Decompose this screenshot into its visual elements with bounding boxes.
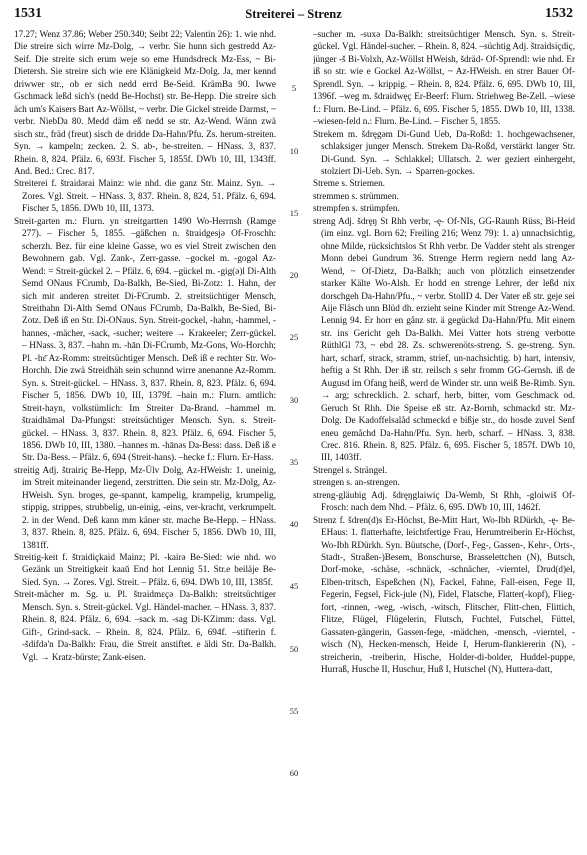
dictionary-entry: Strenz f. šdren(d)s Er-Höchst, Be-Mitt Hart, Wo-Ibh RDürkh, -ę- Be-EHaus: 1. flatterhafte, leichtfertige Frau, Herumtreiberin Er-Höchst, Wo-Ibh RDürkh. Syn. Büutsche, (Dorf-, Feg-, Gassen-, Kehr-, Orts-, Stadt-, Straßen-)Besem, Bonschurse, Brasselettchen (N), Butsch, Dorf-moke, -schäse, -schnäck, -schnächer, -vierntel, Drud(d)el, Elben-tritsch, Espeßchen (N), Fackel, Fahne, Fall-eisen, Fege II, Fegerin, Fegsel, Fick-jule (N), Fidel, Flatsche, Flatter(-kopf), Flieg-fort, -rinnen, -weg, -wisch, -witsch, Flitscher, Flitt-chen, Flittich, Flitze, Flügel, Flügelerin, Flutsch, Fuchtel, Futschel, Füttel, Gassaten-gängerin, Gassen-fege, -mädchen, -mensch, -vierntel, -wisch (N), Hecken-mensch, Heide I, Herum-flankiererin (N), -streicherin, -treiberin, Hische, Holder-di-bolder, Huddel-puppe, Hurraß, Husche II, Huschur, Huß I, Hutschel (N), Huttera-datt, <box>313 514 575 675</box>
entry-text: 17.27; Wenz 37.86; Weber 250.340; Seibt 22; Valentin 26): 1. wie nhd. Die streire sich wirre Mz-Dolg, → verbr. Sie hunn sich gestredd Az-Seif. Die streite sich erum weje so eme Hundsdreck Mz-Ess, ~ Bi-Dietersh. Sie streire sich wie ere Klänigkeid Mz-Dolg. Ja, mer kennd driwwer str., ob er sich nedd errd Be-Seid. KrämBa 90. Iwwe Gschmack leßd sich's (nedd Be-Hochst) str. Be-Hepp. Die streire sich äch um's Kaisers Bart Az-Wöllst, ~ verbr. Die Gickel streide Darmst, ~ verbr. NiebDa 80. Medd däm eß nedd se str. Az-Wend. Wänn zwä sisch str., fräd (freut) sisch de dridde Da-Hahn/Pfu. Zs. herum-streiten. Syn. → kampeln; zecken. 2. S. ab-, be-streiten. – HNass. 3, 837. Rhein. 8, 824. Pfälz. 6, 693f. Fischer 5, 1855f. DWb 10, III, 1343ff. And. Bed.: Crec. 817. <box>14 29 276 176</box>
entry-text: Strengel s. Strängel. <box>313 464 387 475</box>
line-number: 55 <box>289 705 299 716</box>
dictionary-entry: Streit-mächer m. Sg. u. Pl. štraidmɛçə Da-Balkh: streitsüchtiger Mensch. Syn. s. Streit-gückel. Vgl. Händel-macher. – HNass. 3, 837. Rhein. 8, 824. Pfälz. 6, 694. –sack m. -sag Di-KZimm: dass. Vgl. Gift-, Grind-sack. – Rhein. 8, 824. Pfälz. 6, 694f. –stifterin f. -šdifdə'n Da-Balkh: Frau, die Streit anstiftet. e äldi Str. Da-Balkh. Vgl. → Kratz-bürste; Zank-eisen. <box>14 589 276 662</box>
entry-text: Streme s. Striemen. <box>313 178 385 189</box>
entry-text: –sucher m. -suxə Da-Balkh: streitsüchtiger Mensch. Syn. s. Streit-gückel. Vgl. Händel-sucher. – Rhein. 8, 824. –süchtig Adj. štraidsiçdiç, jünger -š Bi-Volxh, Az-Wöllst HWeish, šdräd- Of-Sprendl: wie nhd. Er iß so str. wie e Gockel Az-Wöllst, ~ Az-HWeish. en strer Bauer Of-Sprendl. Syn. → krippig. – Rhein. 8, 824. Pfälz. 6, 695. DWb 10, III, 1396f. –weg m. šdraidwęç Er-Beerf: Flurn. Striehweg Be-Zell. –wiese f.: Flurn. Be-Lind. – Pfälz. 6, 695. Fischer 5, 1855. DWb 10, III, 1338. –wiesen-feld n.: Flurn. Be-Lind. – Fischer 5, 1855. <box>313 29 575 127</box>
line-number: 45 <box>289 581 299 592</box>
line-number: 25 <box>289 332 299 343</box>
line-number: 5 <box>291 83 297 94</box>
dictionary-entry: streng-gläubig Adj. šdręŋglaiwiç Da-Wemb, St Rhh, -gloiwiš Of-Frosch: nach dem Nhd. – Pfälz. 6, 695. DWb 10, III, 1462f. <box>313 489 575 513</box>
line-number: 50 <box>289 643 299 654</box>
line-number: 10 <box>289 145 299 156</box>
right-column <box>313 28 575 850</box>
entry-text: strempfen s. strümpfen. <box>313 203 400 214</box>
line-number: 20 <box>289 270 299 281</box>
line-number: 60 <box>289 768 299 779</box>
line-number: 40 <box>289 519 299 530</box>
dictionary-entry: Streit-garten m.: Flurn. yn streitgartten 1490 Wo-Herrnsh (Ramge 277). – Fischer 5, 1855. –gäßchen n. štraidgesjə Of-Froschh: scherzh. Bez. für eine kleine Gasse, wo es viel Streit zwischen den Bewohnern gab. Vgl. Zank-, Zerr-gasse. –gockel m. -gogəl Az-Wend: = Streit-gückel 2. – Pfälz. 6, 694. –gückel m. -gig(ə)l Di-Alth Semd ONaus FCrumb, Da-Balkh, Be-Sied, Bi-Zotz: 1. Hahn, der sich mit anderen streitet Di-FCrumb. 2. streitsüchtiger Mensch, Streithahn Di-Alth Semd ONaus FCrumb, Da-Balkh, Be-Sied, Bi-Zotz. Deß iß en Str. Di-ONaus. Syn. Streit-gockel, -hahn, -hammel, -hannes, -mächer, -sack, -sucher; weitere → Krakeeler; Zerr-gückel. – HNass. 3, 837. –hahn m. -hān Di-FCrumb, Mz-Gons, Wo-Horchh; Pl. -hɛ̄ Az-Romm: streitsüchtiger Mensch. Deß iß e rechter Str. Wo-Horchh. Die zwä Streidhäh sein schunnd wirre anenanne Az-Romm. Syn. s. Streit-gückel. – HNass. 3, 837. Rhein. 8, 823. Pfälz. 6, 694. Fischer 5, 1856. DWb 10, III, 1379f. –hain m.: Flurn. amtlich: Streit-hayn, volkstümlich: Im Streiter Da-Brand. –hammel m. štraidhāməl Da-Pfungst: streitsüchtiger Mensch. Syn. s. Streit-gückel. – HNass. 3, 837. Rhein. 8, 823. Pfälz. 6, 694. Fischer 5, 1856. DWb 10, III, 1380. –hannes m. -hānəs Da-Bess: dass. Deß iß e Str. Da-Bess. – Pfälz. 6, 694 (Streit-hans). –hecke f.: Flurn. Er-Hass. <box>14 215 276 463</box>
running-title: Streiterei – Strenz <box>245 7 342 21</box>
dictionary-entry: streng Adj. šdręŋ St Rhh verbr, -ę- Of-NIs, GG-Raunh Rüss, Bi-Heid (im einz. vgl. Born 62; Freiling 216; Wenz 79): 1. a) unnachsichtig, ohne Milde, rücksichtslos St Rhh verbr. De Vadder steht als strenger Monn debei Gundrum 36. Strenge Herrn regiern nedd lang Az-Wend, ~ Of-Dietz, Da-Balkh; auch von plötzlich einsetzender starker Kälte Wo-Alsh. Er hodd en strenge Lehrer, der leßd nix dorschgeh Da-Hahn/Pfu., ~ verbr. StollD 4. Der Vater eß str. geje sei Aije Fläsch unn Blüd dh. erzieht seine Kinder mit Strenge Az-Wend. Lennig 94. Er horr en gånz str. ä gegückd Da-Hahn/Pfu. Mit einem str. ins Gericht geh Da-Balkh. Mei Vatter hots streng verbotte RüthlGl 73, ~ ebd 28. Zs. schwerenöts-streng. S. ge-streng. Syn. hart, scharf, strack, stramm, strief, un-nachsichtig. b) hart, intensiv, heftig a St Rhh. Der iß str. reilsch s sehr fromm GG-Gernsh. iß de Augusd im Ofang heiß, werd de Winder str. unn weiß Be-Rimb. Syn. → arg; schrecklich. 2. scharf, herb, bitter, vom Geschmack od. Geruch St Rhh. Die Speise eß str. Az-Bornh, schmackd str. Mz-Dolg. De Kadoffelsalåd schmeckd e bißje str., do hosde zuvel Senf eneu gemåchd Da-Hahn/Pfu. Syn. herb, scharf. – HNass. 3, 838. Crec. 816. Rhein. 8, 825. Pfälz. 6, 695. Fischer 5, 1857f. DWb 10, III, 1403ff. <box>313 215 575 463</box>
dictionary-entry: Streiterei f. štraidərai Mainz: wie nhd. die ganz Str. Mainz. Syn. → Zores. Vgl. Streit. – HNass. 3, 837. Rhein. 8, 824, 51. Pfälz. 6, 694. Fischer 5, 1856. DWb 10, III, 1373. <box>14 178 276 214</box>
entry-text: strengen s. an-strengen. <box>313 477 400 488</box>
line-number: 35 <box>289 456 299 467</box>
page-header <box>14 6 573 24</box>
line-number: 15 <box>289 207 299 218</box>
entry-text: stremmen s. strümmen. <box>313 190 399 201</box>
line-number: 30 <box>289 394 299 405</box>
dictionary-entry: Streitig-keit f. štraidiçkaid Mainz; Pl. -kairə Be-Sied: wie nhd. wo Gezänk un Streitigkeit kaaŭ End hot Lennig 51. Str.e beiläje Be-Sied. Syn. → Zores. Vgl. Streit. – Pfälz. 6, 694. DWb 10, III, 1385f. <box>14 552 276 587</box>
left-column <box>14 28 276 850</box>
dictionary-entry: streitig Adj. štrairiç Be-Hepp, Mz-Ülv Dolg, Az-HWeish: 1. uneinig, im Streit miteinander liegend, zerstritten. Die sein str. Mz-Dolg, Az-HWeish. Syn. broges, ge-spannt, kampelig, krampelig, krumpelig, stippig, strippes, strubbelig, un-einig, -eins, ver-kracht, verkrumpelt. 2. in der Wend. Deß kann mm käner str. mache Be-Hepp. – HNass. 3, 837. Rhein. 8, 825. Pfälz. 6, 694. Fischer 5, 1856. DWb 10, III, 1381ff. <box>14 464 276 550</box>
left-page-number: 1531 <box>14 6 42 21</box>
line-number-gutter <box>282 28 306 850</box>
dictionary-entry: Strekem m. šdręgəm Di-Gund Ueb, Da-Roßd: 1. hochgewachsener, schlaksiger junger Mensch. Strekem Da-Roßd, verstärkt langer Str. Di-Gund. Syn. → Schlakkel; Ullatsch. 2. wer geziert einhergeht, stolziert Di-Ueb. Syn. → Sparren-gockes. <box>313 128 575 176</box>
right-page-number: 1532 <box>545 6 573 21</box>
